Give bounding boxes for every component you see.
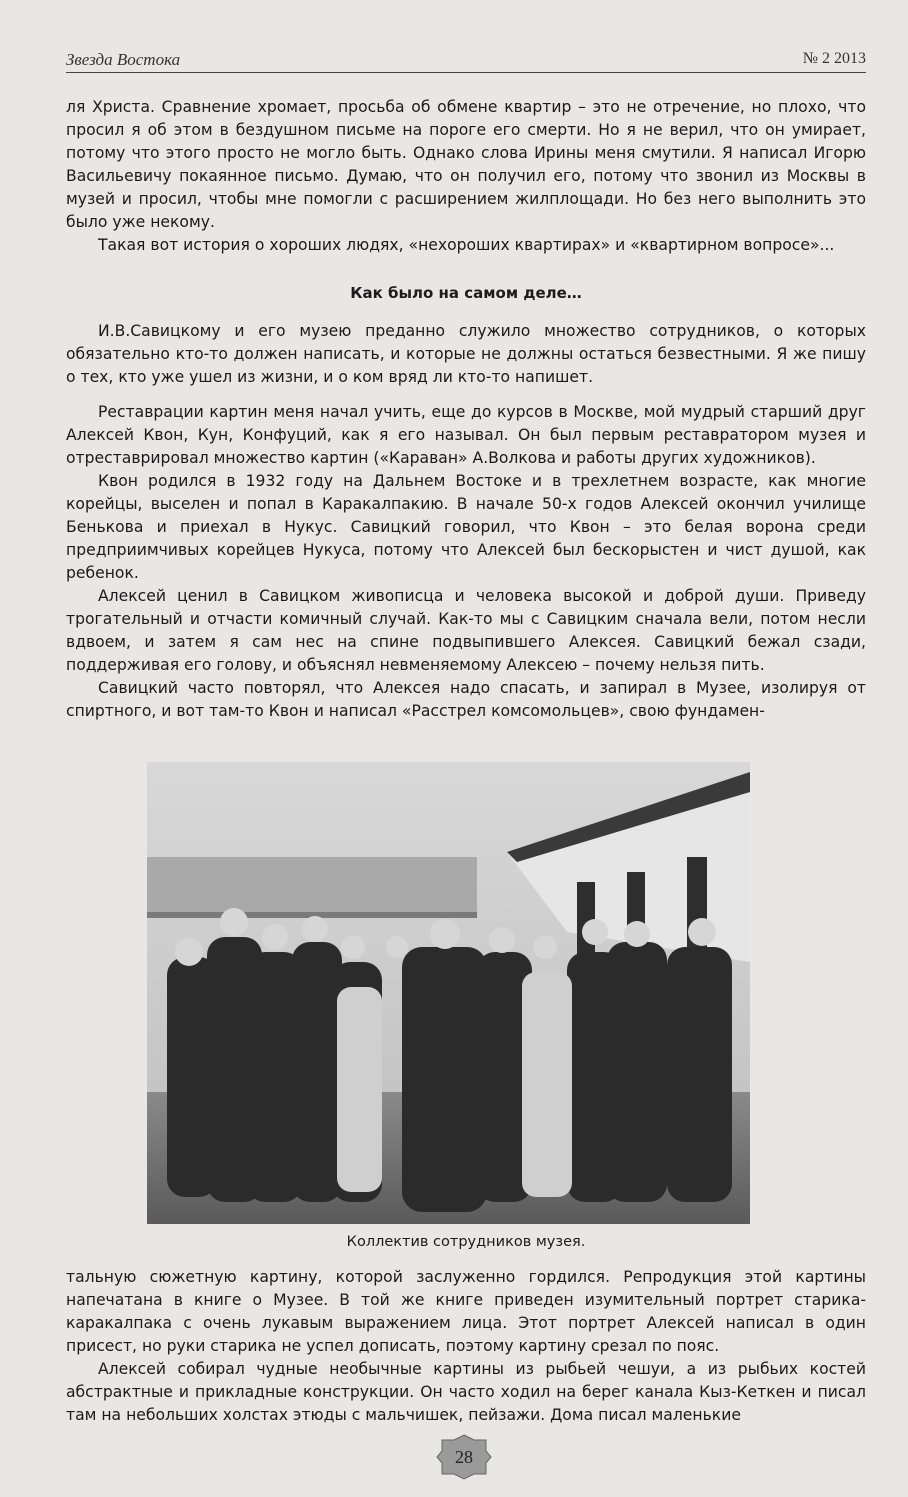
header-rule <box>66 72 866 73</box>
paragraph: Такая вот история о хороших людях, «нехороших квартирах» и «квартирном вопросе»... <box>98 236 835 254</box>
page-number-badge <box>436 1434 492 1480</box>
section-title: Как было на самом деле… <box>350 284 582 302</box>
running-header <box>66 46 866 76</box>
paragraph: Савицкий часто повторял, что Алексея надо спасать, и запирал в Музее, изолируя от спиртного, и вот там-то Квон и написал «Расстрел комсомольцев», свою фундамен- <box>66 679 866 720</box>
text-top <box>66 96 866 257</box>
photo-caption: Коллектив сотрудников музея. <box>346 1234 586 1250</box>
text-middle <box>66 320 866 723</box>
paragraph: Квон родился в 1932 году на Дальнем Востоке и в трехлетнем возрасте, как многие корейцы, выселен и попал в Каракалпакию. В начале 50-х годов Алексей окончил училище Бенькова и приехал в Нукус. Савицкий говорил, что Квон – это белая ворона среди предприимчивых корейцев Нукуса, потому что Алексей был бескорыстен и чист душой, как ребенок. <box>66 472 866 582</box>
paragraph: ля Христа. Сравнение хромает, просьба об обмене квартир – это не отречение, но плохо, что просил я об этом в бездушном письме на пороге его смерти. Но я не верил, что он умирает, потому что этого просто не могло быть. Однако слова Ирины меня смутили. Я написал Игорю Васильевичу покаянное письмо. Думаю, что он получил его, потому что звонил из Москвы в музей и просил, чтобы мне помогли с расширением жилплощади. Но без него выполнить это было уже некому. <box>66 98 866 231</box>
paragraph: тальную сюжетную картину, которой заслуженно гордился. Репродукция этой картины напечатана в книге о Музее. В той же книге приведен изумительный портрет старика-каракалпака с очень лукавым выражением лица. Этот портрет Алексей написал в один присест, но руки старика не успел дописать, поэтому картину срезал по пояс. <box>66 1268 866 1355</box>
paragraph: Алексей ценил в Савицком живописца и человека высокой и доброй души. Приведу трогательный и отчасти комичный случай. Как-то мы с Савицким сначала вели, потом несли вдвоем, и затем я сам нес на спине подвыпившего Алексея. Савицкий бежал сзади, поддерживая его голову, и объяснял невменяемому Алексею – почему нельзя пить. <box>66 587 866 674</box>
paragraph: Реставрации картин меня начал учить, еще до курсов в Москве, мой мудрый старший друг Алексей Квон, Кун, Конфуций, как я его называл. Он был первым реставратором музея и отреставрировал множество картин («Караван» А.Волкова и работы других художников). <box>66 403 866 467</box>
group-photo <box>147 762 750 1224</box>
page-number: 28 <box>455 1446 473 1467</box>
paragraph: Алексей собирал чудные необычные картины из рыбьей чешуи, а из рыбьих костей абстрактные и прикладные конструкции. Он часто ходил на берег канала Кыз-Кеткен и писал там на небольших холстах этюды с мальчишек, пейзажи. Дома писал маленькие <box>66 1360 866 1424</box>
issue-number: № 2 2013 <box>802 50 866 67</box>
text-bottom <box>66 1266 866 1427</box>
paragraph: И.В.Савицкому и его музею преданно служило множество сотрудников, о которых обязательно кто-то должен написать, и которые не должны остаться безвестными. Я же пишу о тех, кто уже ушел из жизни, и о ком вряд ли кто-то напишет. <box>66 322 866 386</box>
journal-title: Звезда Востока <box>66 50 181 69</box>
